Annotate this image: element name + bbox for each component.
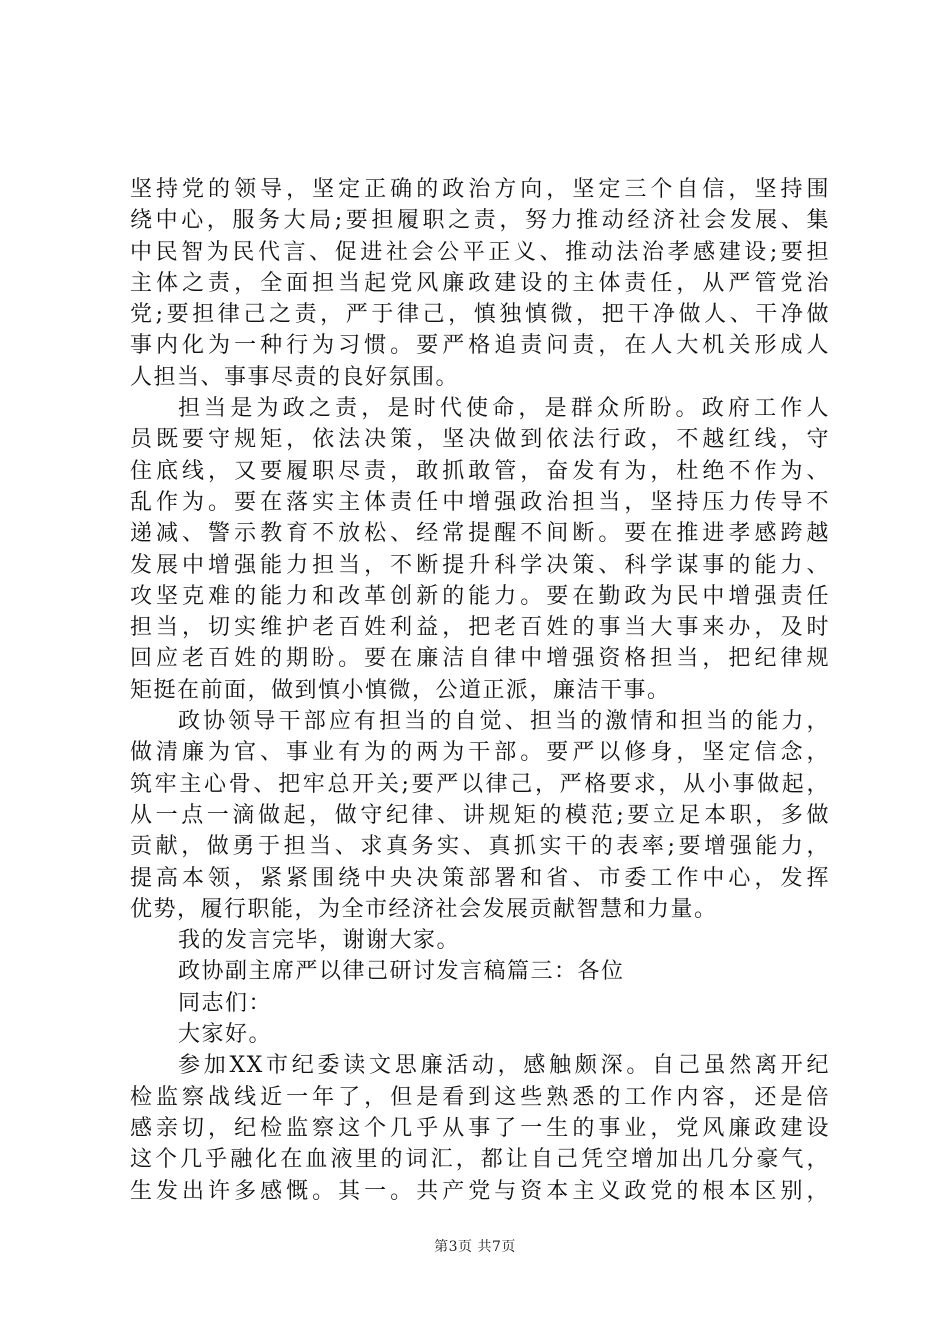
text-line: 员既要守规矩，依法决策，坚决做到依法行政，不越红线，守 (130, 427, 830, 453)
page-number-footer: 第3页 共7页 (434, 1239, 516, 1255)
text-line: 生发出许多感慨。其一。共产党与资本主义政党的根本区别， (130, 1178, 830, 1204)
text-line: 主体之责，全面担当起党风廉政建设的主体责任，从严管党治 (130, 270, 830, 296)
text-line: 中民智为民代言、促进社会公平正义、推动法治孝感建设;要担 (130, 239, 830, 265)
text-line: 坚持党的领导，坚定正确的政治方向，坚定三个自信，坚持围 (130, 177, 830, 202)
text-line: 从一点一滴做起，做守纪律、讲规矩的模范;要立足本职，多做 (130, 802, 830, 828)
document-body (130, 174, 830, 1207)
text-line: 乱作为。要在落实主体责任中增强政治担当，坚持压力传导不 (130, 489, 830, 515)
text-line: 党;要担律己之责，严于律己，慎独慎微，把干净做人、干净做 (130, 302, 830, 328)
section-heading: 政协副主席严以律己研讨发言稿篇三：各位 (178, 959, 625, 985)
text-line: 回应老百姓的期盼。要在廉洁自律中增强资格担当，把纪律规 (130, 646, 830, 672)
text-line: 筑牢主心骨、把牢总开关;要严以律己，严格要求，从小事做起， (130, 771, 830, 797)
text-line: 绕中心，服务大局;要担履职之责，努力推动经济社会发展、集 (130, 208, 830, 234)
text-line: 感亲切，纪检监察这个几乎从事了一生的事业，党风廉政建设 (130, 1115, 830, 1141)
text-line: 矩挺在前面，做到慎小慎微，公道正派，廉洁干事。 (130, 677, 671, 703)
text-line: 做清廉为官、事业有为的两为干部。要严以修身，坚定信念， (130, 740, 830, 766)
paragraph-first-line: 参加XX市纪委读文思廉活动，感触颇深。自己虽然离开纪 (178, 1053, 830, 1079)
text-line: 担当，切实维护老百姓利益，把老百姓的事当大事来办，及时 (130, 615, 830, 641)
text-line: 人担当、事事尽责的良好氛围。 (130, 364, 460, 390)
greeting-line: 大家好。 (178, 1022, 273, 1048)
paragraph-first-line: 我的发言完毕，谢谢大家。 (178, 928, 461, 954)
text-line: 这个几乎融化在血液里的词汇，都让自己凭空增加出几分豪气， (130, 1147, 830, 1173)
text-line: 优势，履行职能，为全市经济社会发展贡献智慧和力量。 (130, 896, 718, 922)
text-line: 发展中增强能力担当，不断提升科学决策、科学谋事的能力、 (130, 552, 830, 578)
text-line: 事内化为一种行为习惯。要严格追责问责，在人大机关形成人 (130, 333, 830, 359)
text-line: 住底线，又要履职尽责，敢抓敢管，奋发有为，杜绝不作为、 (130, 458, 830, 484)
paragraph-first-line: 担当是为政之责，是时代使命，是群众所盼。政府工作人 (178, 396, 830, 422)
text-line: 检监察战线近一年了，但是看到这些熟悉的工作内容，还是倍 (130, 1084, 830, 1110)
text-line: 贡献，做勇于担当、求真务实、真抓实干的表率;要增强能力， (130, 834, 830, 860)
text-line: 递减、警示教育不放松、经常提醒不间断。要在推进孝感跨越 (130, 521, 830, 547)
paragraph-first-line: 政协领导干部应有担当的自觉、担当的激情和担当的能力， (178, 709, 830, 735)
text-line: 提高本领，紧紧围绕中央决策部署和省、市委工作中心，发挥 (130, 865, 830, 891)
salutation-line: 同志们： (178, 990, 273, 1016)
text-line: 攻坚克难的能力和改革创新的能力。要在勤政为民中增强责任 (130, 583, 830, 609)
